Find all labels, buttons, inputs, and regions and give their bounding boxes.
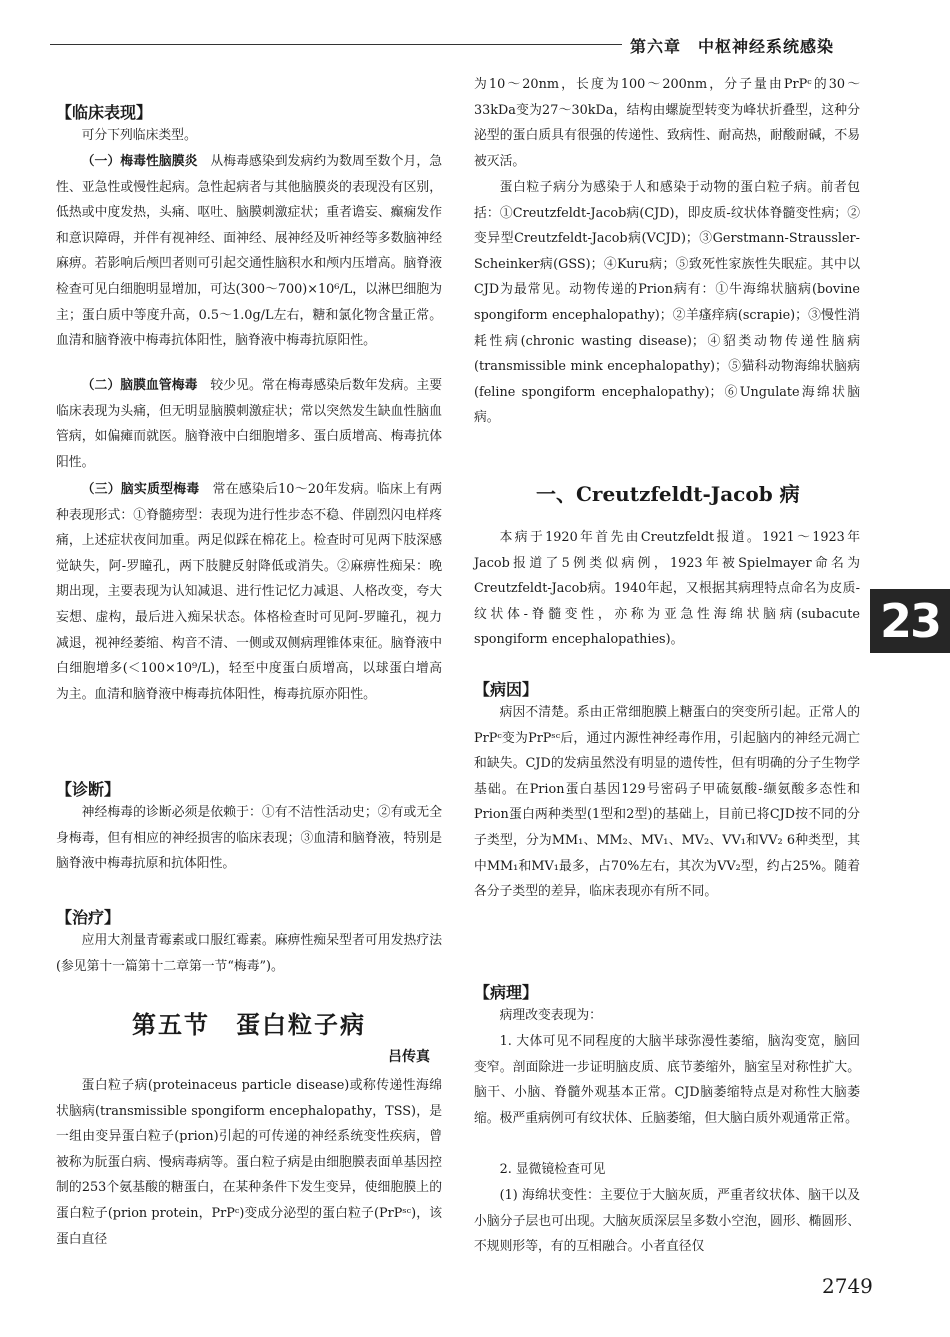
prion-intro-text: 蛋白粒子病(proteinaceus particle disease)或称传递性海绵状脑病(transmissible spongiform encephalopathy，TSS)，是一组由变异蛋白粒子(prion)引起的可传递的神经系统变性疾病，曾被称为朊蛋白病、慢病毒病等。蛋白粒子病是由细胞膜表面单基因控制的253个氨基酸的糖蛋白，在某种条件下发生变异，使细胞膜上的蛋白粒子(prion protein，PrPᶜ)变成分泌型的蛋白粒子(PrPˢᶜ)，该蛋白直径	[56, 1078, 442, 1247]
section-title: 第五节 蛋白粒子病	[132, 1010, 366, 1039]
paragraph-type2	[56, 373, 442, 475]
clinical-heading: 【临床表现】	[56, 103, 153, 122]
page-number: 2749	[822, 1274, 873, 1298]
clinical-intro: 可分下列临床类型。	[81, 128, 197, 143]
pathology-heading: 【病理】	[474, 983, 539, 1002]
type2-lead: （二）脑膜血管梅毒	[81, 378, 198, 393]
type3-lead: （三）脑实质型梅毒	[81, 482, 200, 497]
prion-types-text: 蛋白粒子病分为感染于人和感染于动物的蛋白粒子病。前者包括：①Creutzfeldt-Jacob病(CJD)，即皮质-纹状体脊髓变性病；②变异型Creutzfeldt-Jacob病(VCJD)；③Gerstmann-Straussler-Scheinker病(GSS)；④Kuru病；⑤致死性家族性失眠症。其中以CJD为最常见。动物传递的Prion病有：①牛海绵状脑病(bovine spongiform encephalopathy)；②羊瘙痒病(scrapie)；③慢性消耗性病(chronic wasting disease)；④貂类动物传递性脑病(transmissible mink encephalopathy)；⑤猫科动物海绵状脑病(feline spongiform encephalopathy)；⑥Ungulate海绵状脑病。	[474, 180, 860, 426]
author-name: 吕传真	[388, 1049, 430, 1065]
paragraph-type3	[56, 477, 442, 707]
type1-text: 从梅毒感染到发病约为数周至数个月，急性、亚急性或慢性起病。急性起病者与其他脑膜炎的表现没有区别，低热或中度发热，头痛、呕吐、脑膜刺激症状；重者谵妄、癫痫发作和意识障碍，并伴有视神经、面神经、展神经及听神经等多数脑神经麻痹。若影响后颅凹者则可引起交通性脑积水和颅内压增高。脑脊液检查可见白细胞明显增加，可达(300～700)×10⁶/L，以淋巴细胞为主；蛋白质中等度升高，0.5～1.0g/L左右，糖和氯化物含量正常。血清和脑脊液中梅毒抗体阳性，脑脊液中梅毒抗原阳性。	[56, 154, 443, 349]
type2-text: 较少见。常在梅毒感染后数年发病。主要临床表现为头痛，但无明显脑膜刺激症状；常以突然发生缺血性脑血管病，如偏瘫而就医。脑脊液中白细胞增多、蛋白质增高、梅毒抗体阳性。	[56, 378, 443, 470]
diagnosis-text: 神经梅毒的诊断必须是依赖于：①有不洁性活动史；②有或无全身梅毒，但有相应的神经损害的临床表现；③血清和脑脊液，特别是脑脊液中梅毒抗原和抗体阳性。	[56, 805, 442, 872]
pathology-micro-heading: 2. 显微镜检查可见	[499, 1162, 606, 1177]
prion-continued-text: 为10～20nm，长度为100～200nm，分子量由PrPᶜ的30～33kDa变为27～30kDa，结构由螺旋型转变为峰状折叠型，这种分泌型的蛋白质具有很强的传递性、致病性、耐高热，耐酸耐碱，不易被灭活。	[474, 77, 860, 169]
cjd-title: 一、Creutzfeldt-Jacob 病	[536, 482, 800, 506]
chapter-tab: 23	[870, 589, 950, 653]
etiology-heading: 【病因】	[474, 680, 539, 699]
pathology-gross-text: 1. 大体可见不同程度的大脑半球弥漫性萎缩，脑沟变宽，脑回变窄。剖面除进一步证明脑皮质、底节萎缩外，脑室呈对称性扩大。脑干、小脑、脊髓外观基本正常。CJD脑萎缩特点是对称性大脑萎缩。极严重病例可有纹状体、丘脑萎缩，但大脑白质外观通常正常。	[474, 1034, 860, 1126]
type3-text: 常在感染后10～20年发病。临床上有两种表现形式：①脊髓痨型：表现为进行性步态不稳、伴剧烈闪电样疼痛，上述症状夜间加重。两足似踩在棉花上。检查时可见两下肢深感觉缺失，阿-罗瞳孔，两下肢腱反射降低或消失。②麻痹性痴呆：晚期出现，主要表现为认知减退、进行性记忆力减退、人格改变，夸大妄想、虚构，最后进入痴呆状态。体格检查时可见阿-罗瞳孔，视力减退，视神经萎缩、构音不清、一侧或双侧病理锥体束征。脑脊液中白细胞增多(＜100×10⁹/L)，轻至中度蛋白质增高，以球蛋白增高为主。血清和脑脊液中梅毒抗体阳性，梅毒抗原亦阳性。	[56, 482, 443, 702]
paragraph-type1	[56, 149, 442, 354]
pathology-intro: 病理改变表现为：	[499, 1008, 602, 1023]
cjd-intro-text: 本病于1920年首先由Creutzfeldt报道。1921～1923年Jacob报道了5例类似病例，1923年被Spielmayer命名为Creutzfeldt-Jacob病。1940年起，又根据其病理特点命名为皮质-纹状体-脊髓变性，亦称为亚急性海绵状脑病(subacute spongiform encephalopathies)。	[474, 530, 860, 648]
diagnosis-heading: 【诊断】	[56, 780, 121, 799]
etiology-text: 病因不清楚。系由正常细胞膜上糖蛋白的突变所引起。正常人的PrPᶜ变为PrPˢᶜ后，通过内源性神经毒作用，引起脑内的神经元凋亡和缺失。CJD的发病虽然没有明显的遗传性，但有明确的分子生物学基础。在Prion蛋白基因129号密码子甲硫氨酸-缬氨酸多态性和Prion蛋白两种类型(1型和2型)的基础上，目前已将CJD按不同的分子类型，分为MM₁、MM₂、MV₁、MV₂、VV₁和VV₂ 6种类型，其中MM₁和MV₁最多，占70%左右，其次为VV₂型，约占25%。随着各分子类型的差异，临床表现亦有所不同。	[474, 705, 860, 900]
header-rule	[50, 44, 622, 45]
running-header: 第六章 中枢神经系统感染	[630, 37, 835, 56]
treatment-text: 应用大剂量青霉素或口服红霉素。麻痹性痴呆型者可用发热疗法(参见第十一篇第十二章第一节“梅毒”)。	[56, 933, 442, 974]
pathology-spongiform-text: (1) 海绵状变性：主要位于大脑灰质，严重者纹状体、脑干以及小脑分子层也可出现。大脑灰质深层呈多数小空泡，圆形、椭圆形、不规则形等，有的互相融合。小者直径仅	[474, 1188, 860, 1255]
type1-lead: （一）梅毒性脑膜炎	[81, 154, 198, 169]
treatment-heading: 【治疗】	[56, 908, 121, 927]
